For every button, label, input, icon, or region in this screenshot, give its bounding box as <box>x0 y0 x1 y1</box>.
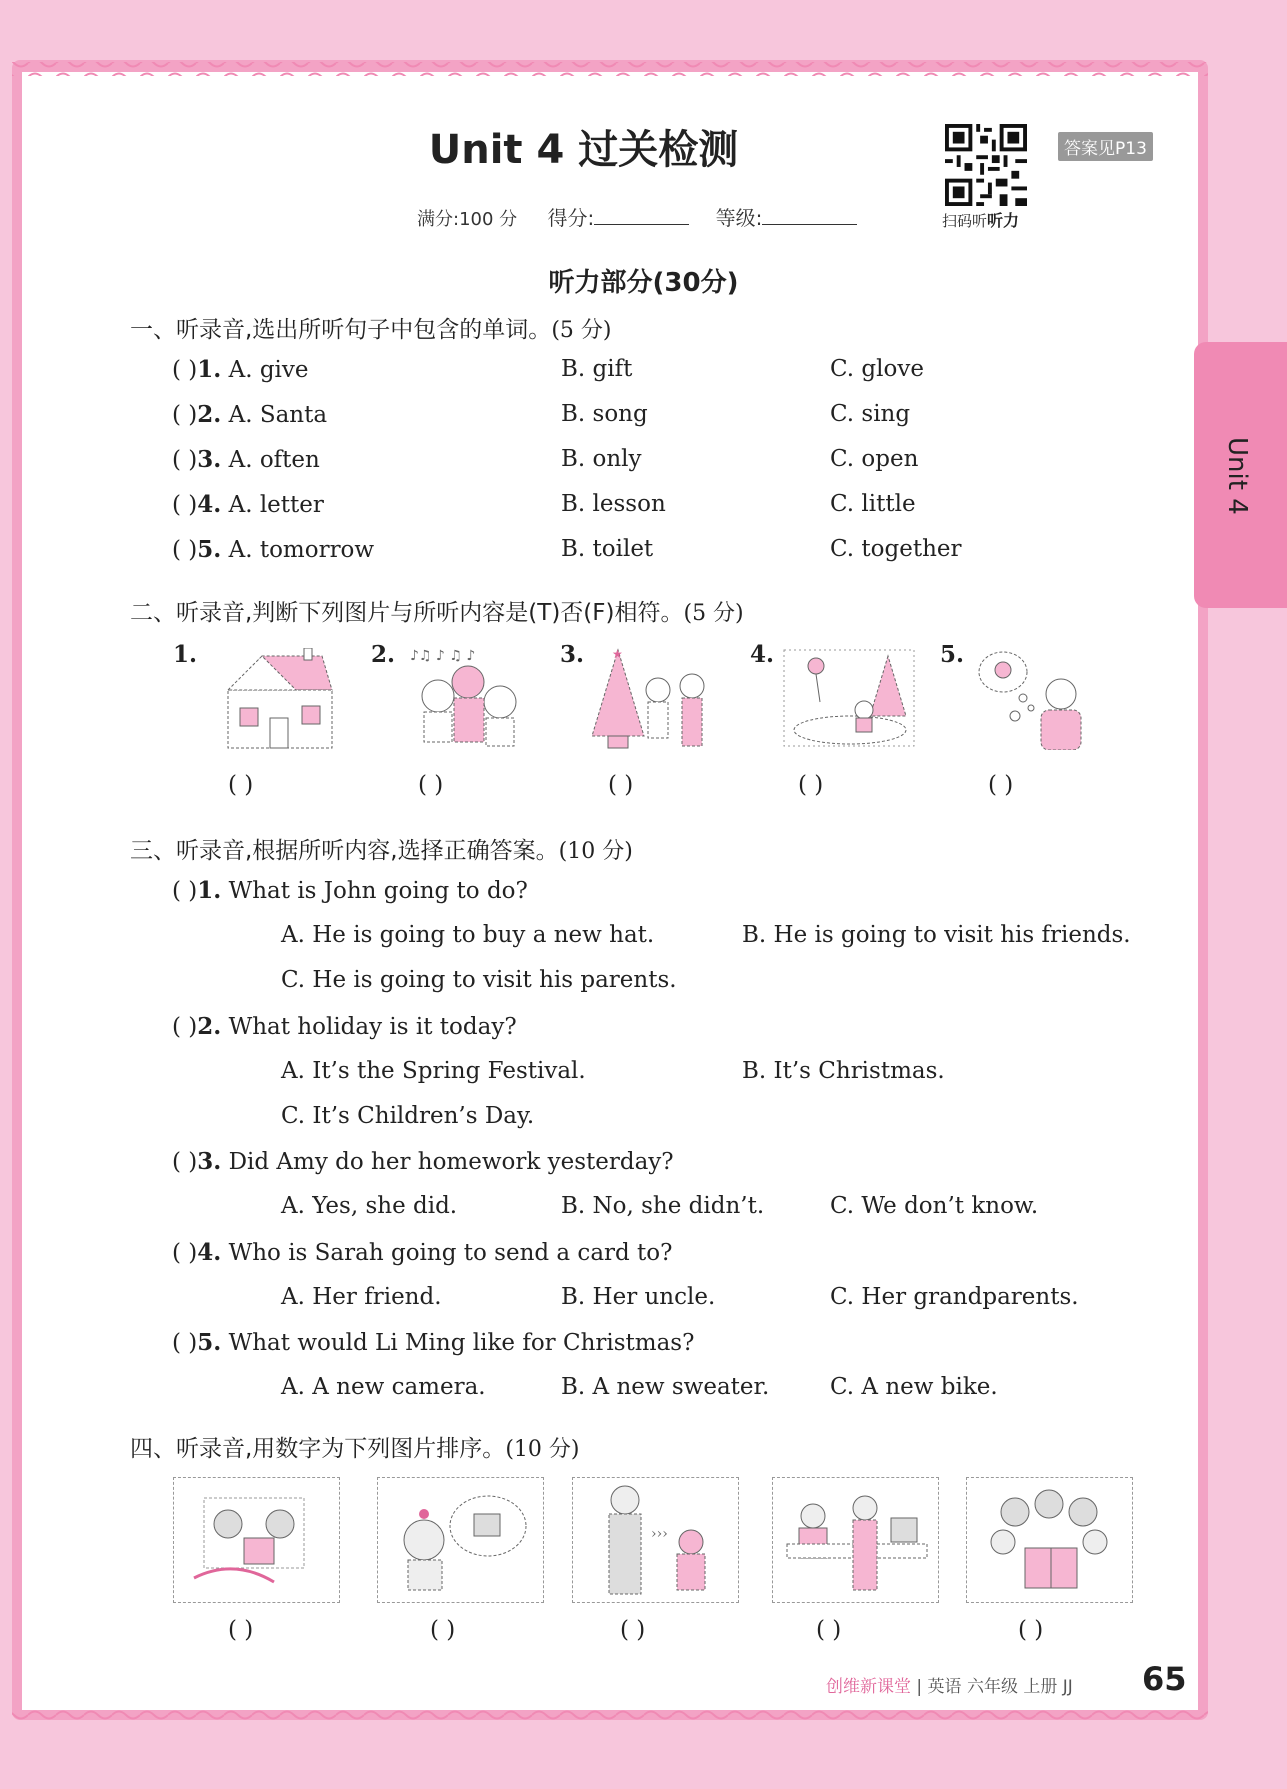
page-title: Unit 4 过关检测 <box>428 127 739 173</box>
s2-label-1: 1. <box>173 641 198 668</box>
svg-text:›››: ››› <box>651 1526 668 1542</box>
s3-q2-c: C. It’s Children’s Day. <box>281 1103 535 1129</box>
answer-reference-badge: 答案见P13 <box>1058 132 1153 161</box>
answer-paren[interactable]: ( ) <box>172 447 198 473</box>
s2-label-5: 5. <box>940 641 965 668</box>
full-score-label: 满分:100 分 <box>417 209 518 230</box>
s3-q5-c: C. A new bike. <box>830 1374 998 1400</box>
s1-q5-c: C. together <box>830 536 962 562</box>
qr-code-icon[interactable] <box>945 124 1027 206</box>
s2-label-4: 4. <box>750 641 775 668</box>
s1-q2-c: C. sing <box>830 401 911 427</box>
s3-q4-a: A. Her friend. <box>281 1284 442 1310</box>
brand-name: 创维新课堂 <box>826 1677 911 1697</box>
listening-part-title: 听力部分(30分) <box>548 268 739 298</box>
s3-q4-c: C. Her grandparents. <box>830 1284 1079 1310</box>
girl-dreaming-icon <box>378 1478 543 1602</box>
s4-picture-3 <box>572 1477 739 1603</box>
girl-thinking-picture <box>975 646 1085 750</box>
group-reading-card-icon <box>967 1478 1132 1602</box>
christmas-tree-picture <box>588 646 713 752</box>
s4-answer-paren-2[interactable]: ( ) <box>430 1617 456 1643</box>
s3-q4-b: B. Her uncle. <box>561 1284 716 1310</box>
svg-text:♪♫ ♪ ♫ ♪: ♪♫ ♪ ♫ ♪ <box>410 648 476 664</box>
footer-info: 创维新课堂 | 英语 六年级 上册 JJ <box>826 1677 1073 1697</box>
s2-answer-paren-1[interactable]: ( ) <box>228 772 254 798</box>
s4-answer-paren-5[interactable]: ( ) <box>1018 1617 1044 1643</box>
s4-answer-paren-1[interactable]: ( ) <box>228 1617 254 1643</box>
s3-q5: ( )5. What would Li Ming like for Christmas? <box>172 1329 695 1356</box>
s3-q2-b: B. It’s Christmas. <box>742 1058 945 1084</box>
s4-answer-paren-3[interactable]: ( ) <box>620 1617 646 1643</box>
answer-paren[interactable]: ( ) <box>172 878 198 904</box>
house-picture <box>218 648 336 750</box>
section-3-title: 三、听录音,根据所听内容,选择正确答案。(10 分) <box>130 838 633 864</box>
s1-q3: ( )3. A. often <box>172 446 320 473</box>
svg-text:★: ★ <box>612 647 623 661</box>
section-4-title: 四、听录音,用数字为下列图片排序。(10 分) <box>130 1436 580 1462</box>
s3-q4: ( )4. Who is Sarah going to send a card to? <box>172 1239 673 1266</box>
page-number: 65 <box>1142 1660 1187 1698</box>
s1-q4-b: B. lesson <box>561 491 666 517</box>
answer-paren[interactable]: ( ) <box>172 402 198 428</box>
s3-q3-b: B. No, she didn’t. <box>561 1193 765 1219</box>
s3-q1-b: B. He is going to visit his friends. <box>742 922 1131 948</box>
s3-q3: ( )3. Did Amy do her homework yesterday? <box>172 1148 674 1175</box>
s1-q3-c: C. open <box>830 446 919 472</box>
s4-picture-2 <box>377 1477 544 1603</box>
s3-q5-b: B. A new sweater. <box>561 1374 770 1400</box>
s2-answer-paren-5[interactable]: ( ) <box>988 772 1014 798</box>
score-label: 得分: <box>547 206 595 230</box>
answer-paren[interactable]: ( ) <box>172 357 198 383</box>
christmas-room-picture <box>780 646 920 750</box>
answer-paren[interactable]: ( ) <box>172 1014 198 1040</box>
s3-q3-c: C. We don’t know. <box>830 1193 1039 1219</box>
s1-q2-b: B. song <box>561 401 648 427</box>
s1-q3-b: B. only <box>561 446 642 472</box>
answer-paren[interactable]: ( ) <box>172 492 198 518</box>
answer-paren[interactable]: ( ) <box>172 1240 198 1266</box>
s1-q5: ( )5. A. tomorrow <box>172 536 375 563</box>
s3-q1: ( )1. What is John going to do? <box>172 877 528 904</box>
shopping-counter-icon <box>773 1478 938 1602</box>
s4-picture-4 <box>772 1477 939 1603</box>
s3-q1-a: A. He is going to buy a new hat. <box>281 922 655 948</box>
s4-picture-1 <box>173 1477 340 1603</box>
answer-paren[interactable]: ( ) <box>172 1149 198 1175</box>
s2-label-2: 2. <box>371 641 396 668</box>
score-line <box>417 202 877 231</box>
s1-q4-c: C. little <box>830 491 916 517</box>
s1-q1-b: B. gift <box>561 356 633 382</box>
grade-blank[interactable] <box>762 224 857 225</box>
s3-q2: ( )2. What holiday is it today? <box>172 1013 517 1040</box>
qr-caption: 扫码听听力 <box>942 211 1020 230</box>
s3-q1-c: C. He is going to visit his parents. <box>281 967 677 993</box>
s3-q3-a: A. Yes, she did. <box>281 1193 458 1219</box>
answer-paren[interactable]: ( ) <box>172 537 198 563</box>
s3-q2-a: A. It’s the Spring Festival. <box>281 1058 586 1084</box>
s2-label-3: 3. <box>560 641 585 668</box>
kids-singing-picture <box>408 646 528 750</box>
grade-label: 等级: <box>715 206 763 230</box>
mother-and-child-icon <box>573 1478 738 1602</box>
s1-q4: ( )4. A. letter <box>172 491 324 518</box>
s4-picture-5 <box>966 1477 1133 1603</box>
s3-q5-a: A. A new camera. <box>281 1374 486 1400</box>
letter-writing-icon <box>174 1478 339 1602</box>
s2-answer-paren-4[interactable]: ( ) <box>798 772 824 798</box>
answer-paren[interactable]: ( ) <box>172 1330 198 1356</box>
s2-answer-paren-3[interactable]: ( ) <box>608 772 634 798</box>
section-1-title: 一、听录音,选出所听句子中包含的单词。(5 分) <box>130 317 612 343</box>
s2-answer-paren-2[interactable]: ( ) <box>418 772 444 798</box>
unit-side-tab: Unit 4 <box>1194 342 1287 608</box>
score-blank[interactable] <box>594 224 689 225</box>
section-2-title: 二、听录音,判断下列图片与所听内容是(T)否(F)相符。(5 分) <box>130 600 744 626</box>
s1-q2: ( )2. A. Santa <box>172 401 328 428</box>
s1-q1: ( )1. A. give <box>172 356 309 383</box>
s4-answer-paren-4[interactable]: ( ) <box>816 1617 842 1643</box>
s1-q1-c: C. glove <box>830 356 924 382</box>
s1-q5-b: B. toilet <box>561 536 654 562</box>
